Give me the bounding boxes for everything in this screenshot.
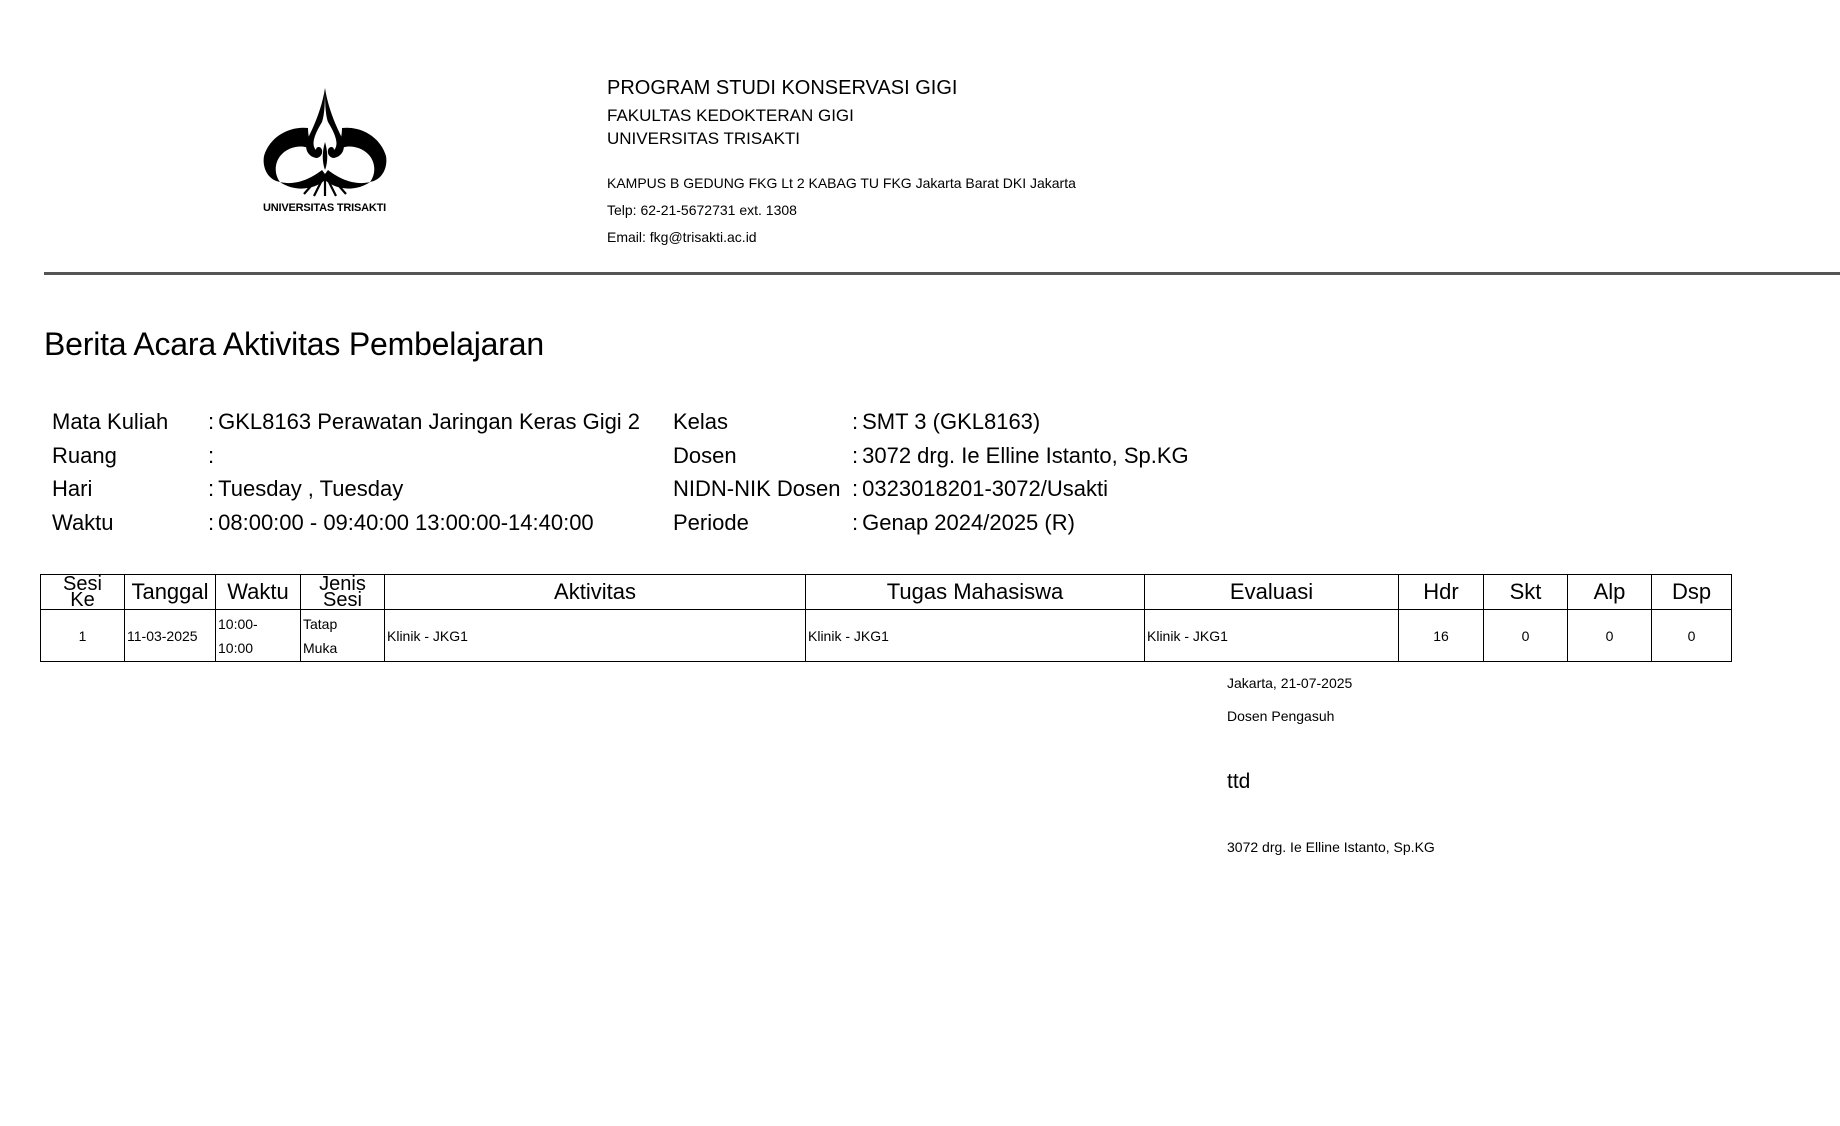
address: KAMPUS B GEDUNG FKG Lt 2 KABAG TU FKG Jakarta Barat DKI Jakarta: [607, 175, 1076, 191]
info-label: NIDN-NIK Dosen: [673, 476, 841, 501]
info-value: Genap 2024/2025 (R): [862, 509, 1075, 535]
cell-jenis-sesi: Tatap Muka: [301, 610, 385, 662]
cell-skt: 0: [1484, 610, 1568, 662]
cell-tugas: Klinik - JKG1: [806, 610, 1145, 662]
course-info-right: [673, 405, 1189, 539]
col-header-evaluasi: Evaluasi: [1145, 575, 1399, 610]
signature-role: Dosen Pengasuh: [1227, 708, 1335, 724]
info-value: 0323018201-3072/Usakti: [862, 476, 1108, 501]
col-header-aktivitas: Aktivitas: [385, 575, 806, 610]
col-header-dsp: Dsp: [1652, 575, 1732, 610]
cell-evaluasi: Klinik - JKG1: [1145, 610, 1399, 662]
activity-table: [40, 574, 1732, 662]
institution-header: [607, 76, 1076, 251]
info-row-dosen: Dosen : 3072 drg. Ie Elline Istanto, Sp.KG: [673, 439, 1189, 473]
cell-sesi: 1: [41, 610, 125, 662]
info-label: Dosen: [673, 442, 737, 468]
info-row-waktu: Waktu : 08:00:00 - 09:40:00 13:00:00-14:40:00: [52, 506, 640, 540]
info-row-ruang: Ruang :: [52, 439, 640, 473]
university-logo: [258, 86, 391, 214]
faculty-name: FAKULTAS KEDOKTERAN GIGI: [607, 106, 854, 125]
table-header-row: [41, 575, 1732, 610]
info-value: SMT 3 (GKL8163): [862, 409, 1041, 434]
info-value: Tuesday , Tuesday: [218, 476, 404, 501]
col-header-sesi: Sesi Ke: [41, 575, 125, 610]
info-row-hari: Hari : Tuesday , Tuesday: [52, 472, 640, 506]
document-title: Berita Acara Aktivitas Pembelajaran: [44, 326, 544, 362]
cell-alp: 0: [1568, 610, 1652, 662]
info-label: Waktu: [52, 509, 114, 535]
info-label: Kelas: [673, 409, 729, 434]
email: Email: fkg@trisakti.ac.id: [607, 229, 757, 245]
cell-waktu: 10:00- 10:00: [216, 610, 301, 662]
info-label: Mata Kuliah: [52, 409, 169, 434]
info-row-mata-kuliah: Mata Kuliah : GKL8163 Perawatan Jaringan Keras Gigi 2: [52, 405, 640, 439]
info-value: GKL8163 Perawatan Jaringan Keras Gigi 2: [218, 409, 641, 434]
header-divider: [44, 272, 1840, 275]
phone: Telp: 62-21-5672731 ext. 1308: [607, 202, 797, 218]
info-value: 3072 drg. Ie Elline Istanto, Sp.KG: [862, 442, 1189, 468]
university-name: UNIVERSITAS TRISAKTI: [607, 129, 801, 148]
cell-dsp: 0: [1652, 610, 1732, 662]
signature-name: 3072 drg. Ie Elline Istanto, Sp.KG: [1227, 839, 1435, 855]
logo-caption: UNIVERSITAS TRISAKTI: [263, 202, 386, 214]
cell-hdr: 16: [1399, 610, 1484, 662]
signature-ttd: ttd: [1227, 770, 1251, 793]
col-header-alp: Alp: [1568, 575, 1652, 610]
info-row-periode: Periode : Genap 2024/2025 (R): [673, 506, 1189, 540]
col-header-jenis-sesi: Jenis Sesi: [301, 575, 385, 610]
info-label: Periode: [673, 509, 749, 535]
col-header-tugas: Tugas Mahasiswa: [806, 575, 1145, 610]
signature-place-date: Jakarta, 21-07-2025: [1227, 675, 1353, 691]
signature-block: [1227, 673, 1435, 857]
course-info-left: [52, 405, 640, 539]
col-header-waktu: Waktu: [216, 575, 301, 610]
info-row-kelas: Kelas : SMT 3 (GKL8163): [673, 405, 1189, 439]
info-row-nidn: NIDN-NIK Dosen : 0323018201-3072/Usakti: [673, 472, 1189, 506]
col-header-tanggal: Tanggal: [125, 575, 216, 610]
trisakti-emblem-icon: [260, 86, 390, 198]
cell-tanggal: 11-03-2025: [125, 610, 216, 662]
table-row: [41, 610, 1732, 662]
col-header-skt: Skt: [1484, 575, 1568, 610]
info-value: 08:00:00 - 09:40:00 13:00:00-14:40:00: [218, 509, 594, 535]
col-header-hdr: Hdr: [1399, 575, 1484, 610]
program-name: PROGRAM STUDI KONSERVASI GIGI: [607, 77, 958, 99]
cell-aktivitas: Klinik - JKG1: [385, 610, 806, 662]
info-label: Ruang: [52, 442, 117, 468]
info-label: Hari: [52, 476, 93, 501]
